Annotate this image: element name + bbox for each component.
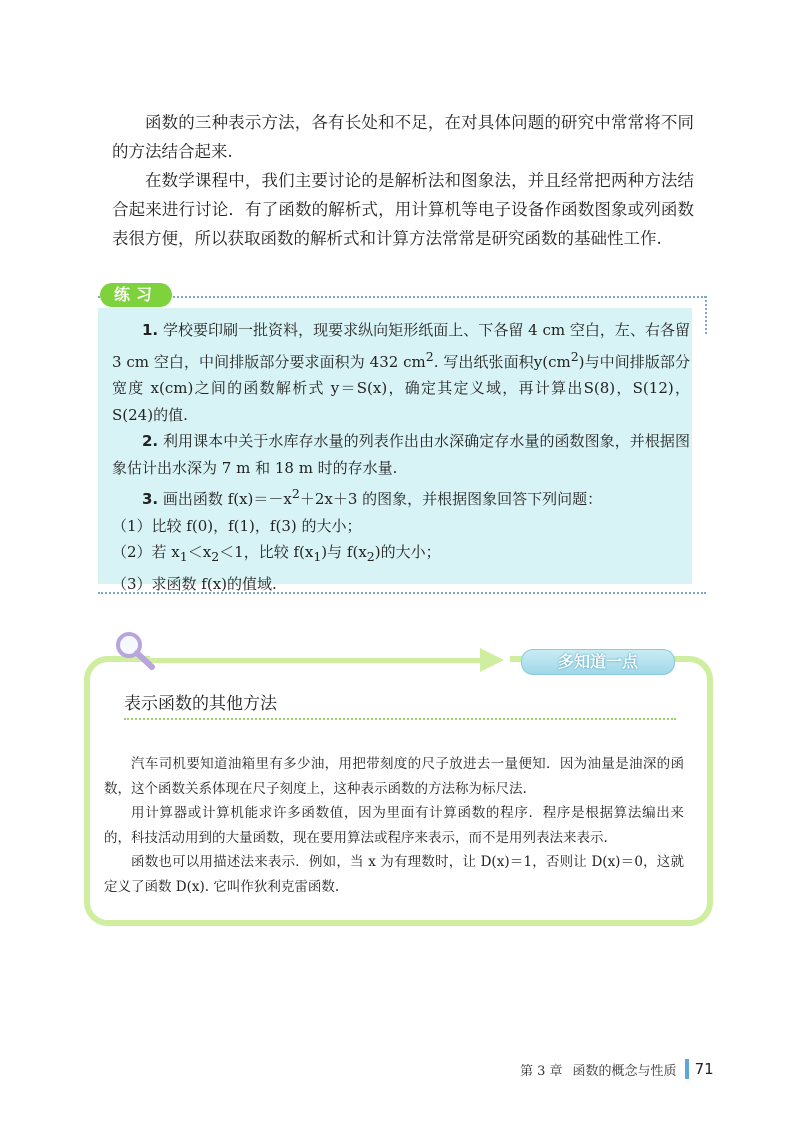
exercise-question-1: 1. 学校要印刷一批资料，现要求纵向矩形纸面上、下各留 4 cm 空白，左、右各留3 cm 空白，中间排版部分要求面积为 432 $cm^2$. 写出纸张面积$y(cm^2)$与中间排版部分宽度 x(cm)之间的函数解析式 y＝S(x)，确定其定义域，再计算出S(8)，S(12)，S(24)的值. xyxy=(112,321,690,424)
exercise-question-3-part-2: （2）若 $x_1<x_2<1$，比较 $f(x_1)$与 $f(x_2)$的大小； xyxy=(112,543,441,564)
know-more-badge: 多知道一点 xyxy=(521,649,675,675)
intro-paragraph-1: 函数的三种表示方法，各有长处和不足，在对具体问题的研究中常常将不同的方法结合起来. xyxy=(112,113,694,161)
intro-paragraph-2: 在数学课程中，我们主要讨论的是解析法和图象法，并且经常把两种方法结合起来进行讨论．有了函数的解析式，用计算机等电子设备作函数图象或列函数表很方便，所以获取函数的解析式和计算方法常常是研究函数的基础性工作. xyxy=(112,171,694,248)
question-number: 2. xyxy=(142,432,159,450)
exercise-content xyxy=(112,317,690,597)
exercise-question-3-part-1: （1）比较 f(0)，f(1)，f(3) 的大小； xyxy=(112,516,362,535)
chapter-title: 函数的概念与性质 xyxy=(572,1063,677,1079)
arrow-line xyxy=(150,658,486,663)
intro-text xyxy=(112,108,694,253)
page-footer xyxy=(520,1058,714,1080)
frame-gap xyxy=(150,646,510,666)
know-more-title: 表示函数的其他方法 xyxy=(124,690,676,720)
question-number: 1. xyxy=(142,321,159,339)
know-more-paragraph-3: 函数也可以用描述法来表示．例如，当 x 为有理数时，让 D(x)＝1，否则让 D(x)＝0，这就定义了函数 D(x). 它叫作狄利克雷函数. xyxy=(104,854,684,895)
chapter-number: 第 3 章 xyxy=(520,1063,563,1079)
exercise-right-edge xyxy=(705,296,707,334)
exercise-tab: 练习 xyxy=(100,283,172,307)
know-more-paragraph-2: 用计算器或计算机能求许多函数值，因为里面有计算函数的程序．程序是根据算法编出来的，科技活动用到的大量函数，现在要用算法或程序来表示，而不是用列表法来表示. xyxy=(104,805,684,846)
question-number: 3. xyxy=(142,490,159,508)
footer-divider xyxy=(685,1059,689,1079)
arrow-head-icon xyxy=(480,648,504,672)
exercise-question-2: 2. 利用课本中关于水库存水量的列表作出由水深确定存水量的函数图象，并根据图象估计出水深为 7 m 和 18 m 时的存水量. xyxy=(112,432,690,477)
exercise-question-3: 3. 画出函数 $f(x)=-x^2+2x+3$ 的图象，并根据图象回答下列问题： xyxy=(142,486,603,508)
magnifier-icon xyxy=(112,630,160,678)
exercise-question-3-part-3: （3）求函数 f(x)的值域. xyxy=(112,574,277,593)
page-number: 71 xyxy=(694,1060,714,1078)
know-more-paragraph-1: 汽车司机要知道油箱里有多少油，用把带刻度的尺子放进去一量便知．因为油量是油深的函数，这个函数关系体现在尺子刻度上，这种表示函数的方法称为标尺法. xyxy=(104,756,684,797)
know-more-content xyxy=(104,752,684,899)
